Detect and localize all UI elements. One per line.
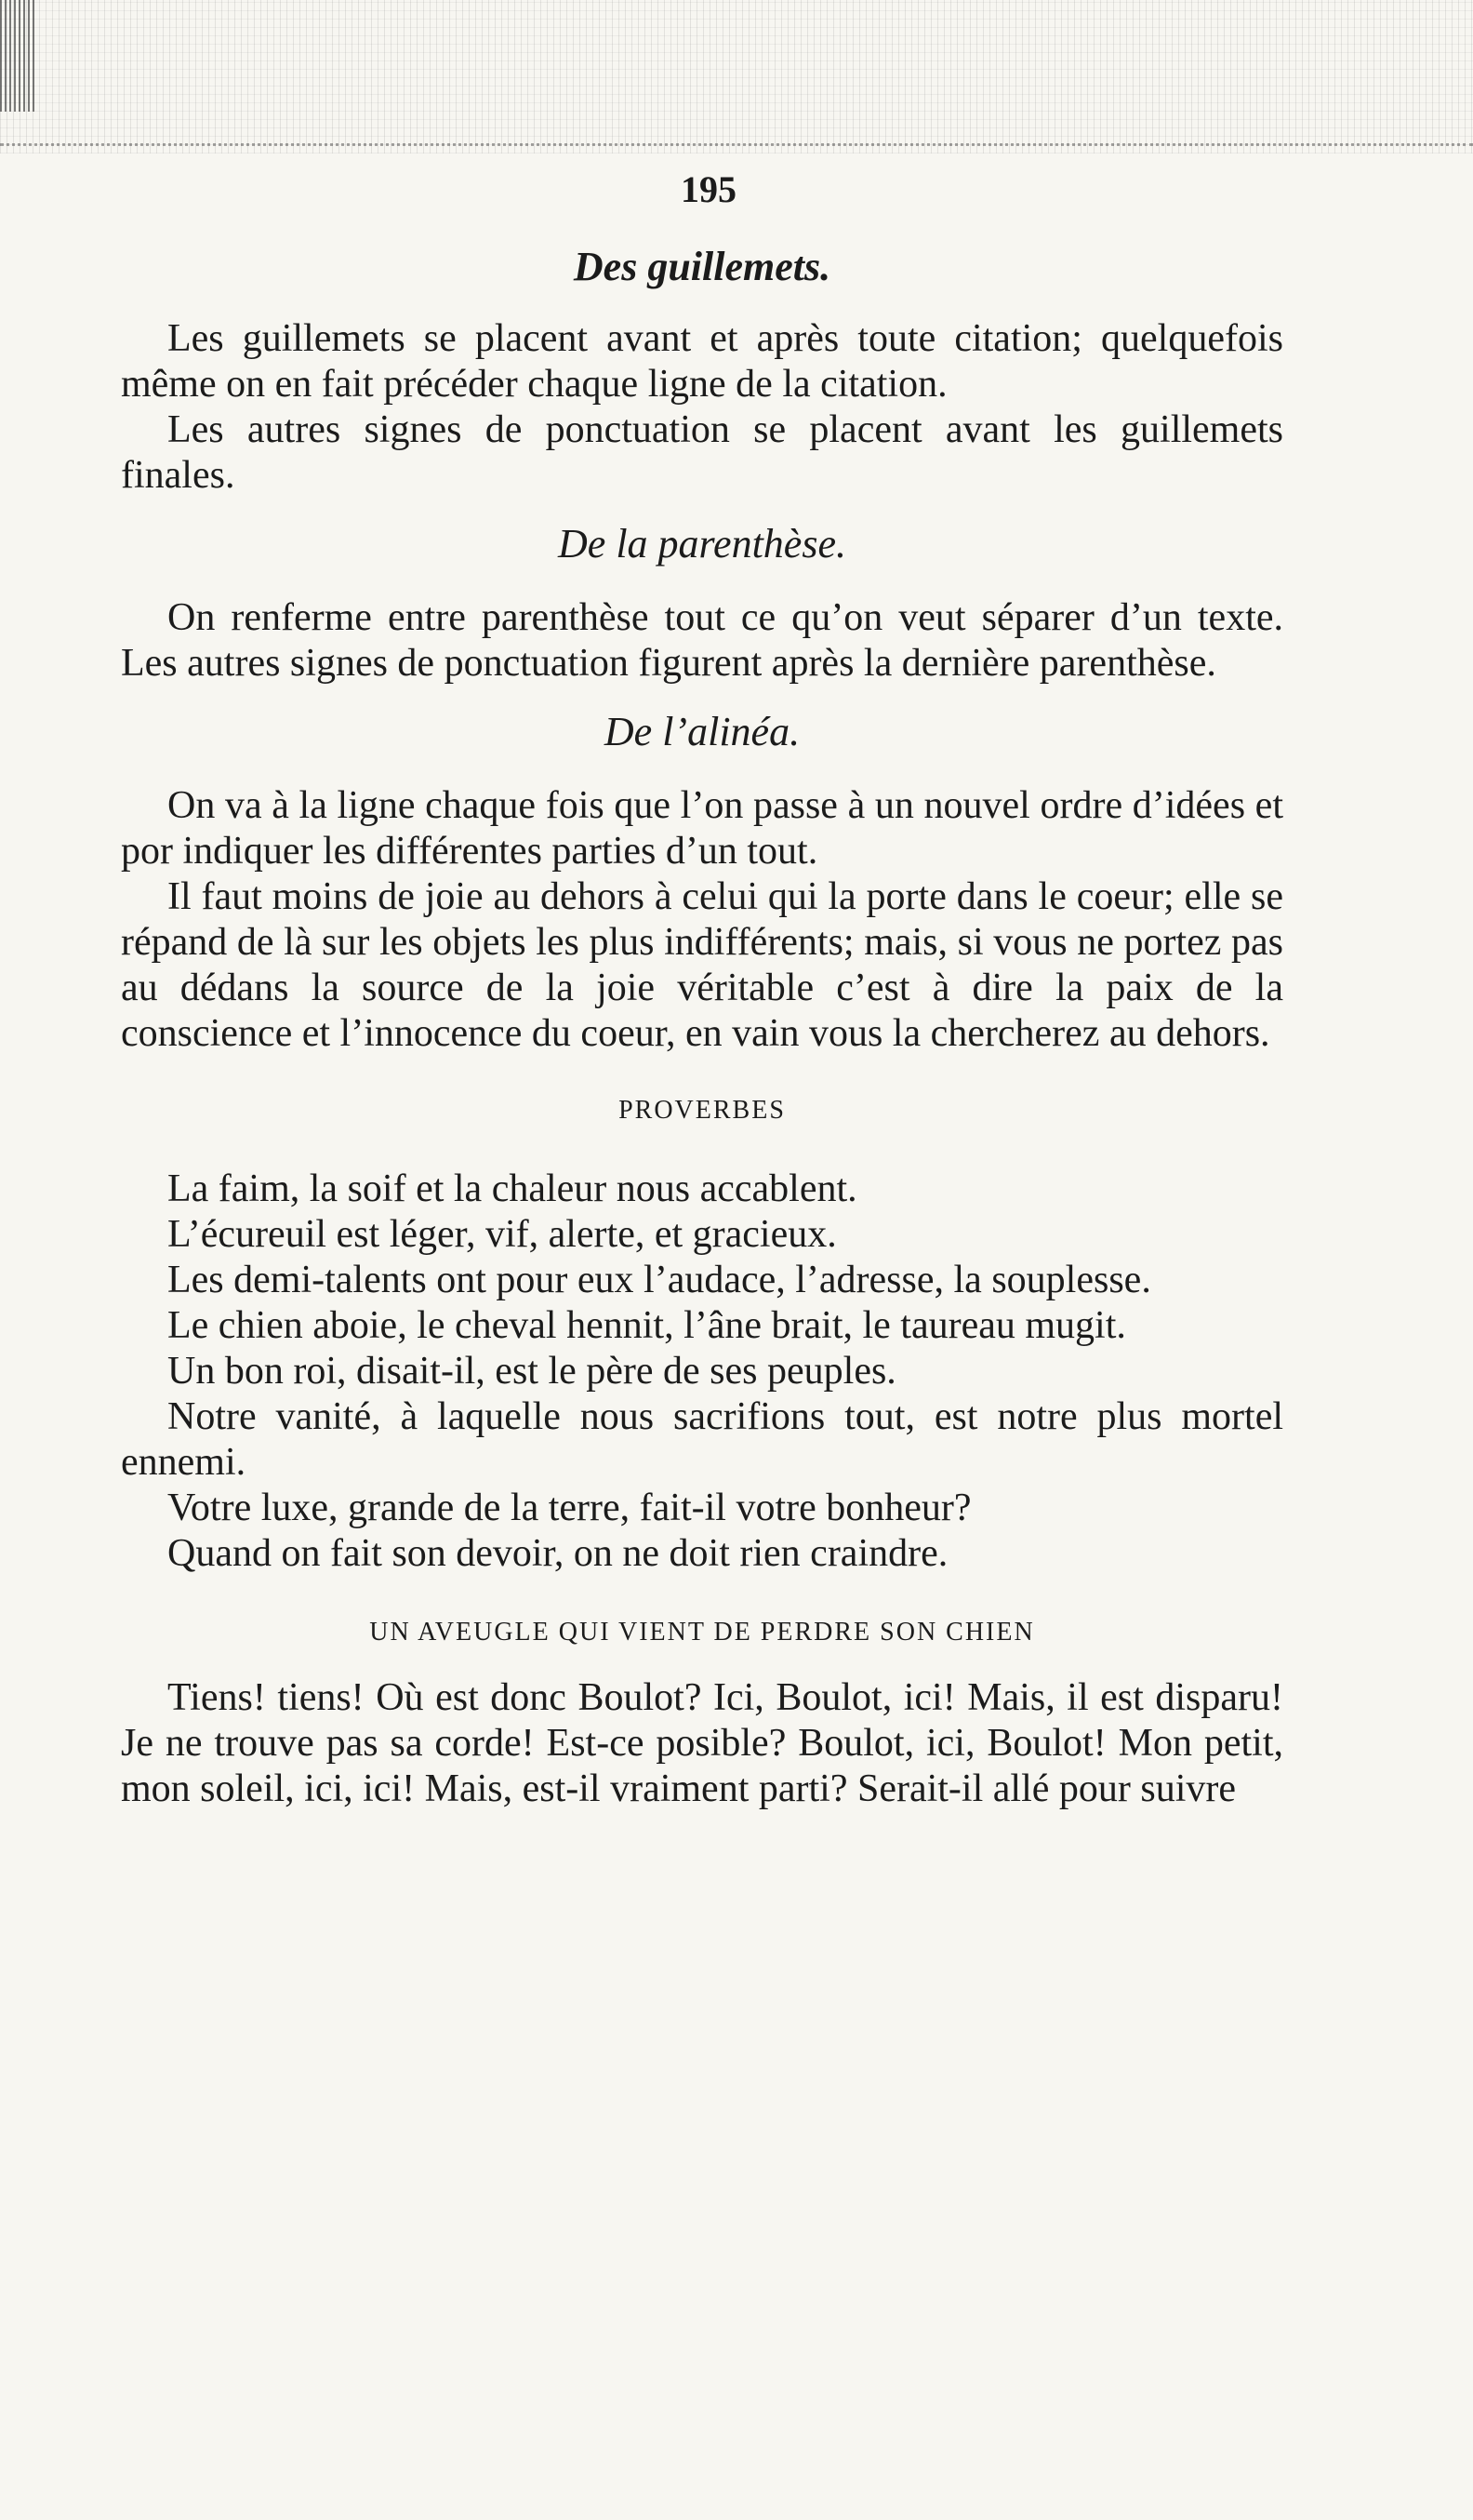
paragraph: Les guillemets se placent avant et après toute citation; quelquefois même on en fait précéder chaque ligne de la citation.: [121, 317, 1283, 406]
proverb-item: Les demi-talents ont pour eux l’audace, l’adresse, la souplesse.: [167, 1259, 1151, 1301]
scan-noise-top: [0, 0, 1473, 153]
heading-alinea: De l’alinéa.: [604, 709, 801, 754]
heading-guillemets: Des guillemets.: [573, 244, 831, 289]
proverbs-title: PROVERBES: [618, 1096, 786, 1125]
paragraph: On va à la ligne chaque fois que l’on passe à un nouvel ordre d’idées et por indiquer les différentes parties d’un tout.: [121, 784, 1283, 873]
page-body: [121, 242, 1283, 1812]
page-number: 195: [681, 168, 736, 210]
proverb-item: Notre vanité, à laquelle nous sacrifions tout, est notre plus mortel ennemi.: [121, 1395, 1283, 1484]
proverb-item: L’écureuil est léger, vif, alerte, et gracieux.: [167, 1213, 837, 1256]
proverb-item: Votre luxe, grande de la terre, fait-il votre bonheur?: [167, 1487, 972, 1529]
paragraph: Il faut moins de joie au dehors à celui qui la porte dans le coeur; elle se répand de là sur les objets les plus indifférents; mais, si vous ne portez pas au dédans la source de la joie véritable c’est à dire la paix de la conscience et l’innocence du coeur, en vain vous la chercherez au dehors.: [121, 875, 1283, 1055]
story-paragraph: Tiens! tiens! Où est donc Boulot? Ici, Boulot, ici! Mais, il est disparu! Je ne trouve pas sa corde! Est-ce posible? Boulot, ici, Boulot! Mon petit, mon soleil, ici, ici! Mais, est-il vraiment parti? Serait-il allé pour suivre: [121, 1676, 1283, 1810]
story-title: UN AVEUGLE QUI VIENT DE PERDRE SON CHIEN: [369, 1618, 1035, 1647]
proverbs-list: [121, 1167, 1283, 1577]
paragraph: Les autres signes de ponctuation se placent avant les guillemets finales.: [121, 408, 1283, 497]
proverb-item: Le chien aboie, le cheval hennit, l’âne brait, le taureau mugit.: [167, 1304, 1126, 1347]
header-rule: [0, 143, 1473, 146]
scan-noise-left: [0, 0, 37, 112]
proverb-item: La faim, la soif et la chaleur nous accablent.: [167, 1167, 857, 1210]
paragraph: On renferme entre parenthèse tout ce qu’on veut séparer d’un texte. Les autres signes de ponctuation figurent après la dernière parenthèse.: [121, 596, 1283, 685]
heading-parenthese: De la parenthèse.: [558, 521, 846, 567]
proverb-item: Un bon roi, disait-il, est le père de ses peuples.: [167, 1350, 896, 1393]
proverb-item: Quand on fait son devoir, on ne doit rien craindre.: [167, 1532, 949, 1575]
